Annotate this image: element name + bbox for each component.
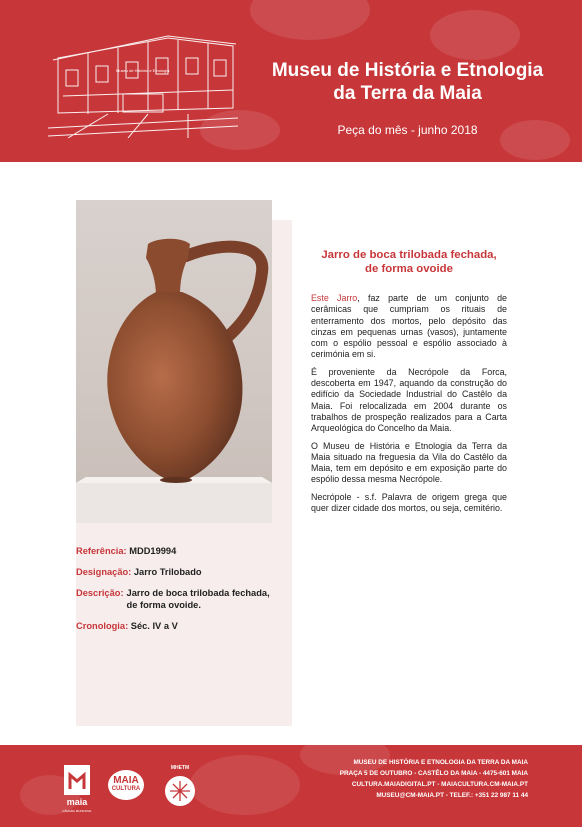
footer-line-1: MUSEU DE HISTÓRIA E ETNOLOGIA DA TERRA DA MAIA — [353, 759, 528, 766]
article-paragraph-4: Necrópole - s.f. Palavra de origem grega que quer dizer cidade dos mortos, ou seja, cemitério. — [311, 491, 507, 514]
chronology-row — [76, 620, 292, 632]
article-paragraph-3: O Museu de História e Etnologia da Terra da Maia situado na freguesia da Vila do Castêlo da Maia, tem em depósito e em exposição parte do espólio dessa mesma Necrópole. — [311, 440, 507, 485]
footer-contact-info — [340, 757, 528, 801]
maia-logo — [58, 763, 96, 815]
museum-building-sketch — [48, 18, 238, 138]
paint-splash — [430, 10, 520, 60]
jar-photo — [76, 200, 272, 523]
piece-metadata — [76, 545, 292, 641]
jar-illustration — [76, 200, 272, 523]
title-line-1: Museu de História e Etnologia — [271, 60, 544, 81]
mhetm-emblem-icon — [160, 773, 200, 809]
reference-label: Referência: — [76, 546, 127, 556]
description-label: Descrição: — [76, 588, 124, 598]
mhetm-logo-text: MHETM — [170, 765, 190, 771]
designation-value: Jarro Trilobado — [133, 567, 202, 577]
designation-label: Designação: — [76, 567, 132, 577]
description-row — [76, 587, 292, 611]
page-title — [240, 59, 575, 105]
maia-logo-subtext: CÂMARA MUNICIPAL — [62, 809, 92, 813]
paint-splash — [190, 755, 300, 815]
footer-line-4: MUSEU@CM-MAIA.PT - TELEF.: +351 22 987 11 44 — [376, 792, 528, 799]
chronology-label: Cronologia: — [76, 621, 129, 631]
chronology-value: Séc. IV a V — [130, 621, 178, 631]
footer-banner — [0, 745, 582, 827]
maia-emblem-icon — [58, 763, 96, 797]
paint-splash — [250, 0, 370, 40]
maia-cultura-line-1: MAIA — [113, 775, 139, 786]
page-subtitle: Peça do mês - junho 2018 — [337, 123, 478, 137]
maia-cultura-logo — [108, 770, 144, 800]
article-lead: Este Jarro — [311, 293, 358, 303]
article-paragraph-2: É proveniente da Necrópole da Forca, descoberta em 1947, aquando da construção do edifício da Sociedade Industrial do Castêlo da Maia. Foi relocalizada em 2004 durante os trabalhos de prospeção realizados para a Carta Arqueológica do Concelho da Maia. — [311, 366, 507, 434]
reference-value: MDD19994 — [129, 546, 177, 556]
building-sign-text: Museu de História e Etnologia — [116, 68, 170, 73]
description-value-line-1: Jarro de boca trilobada fechada, — [126, 588, 270, 598]
header-banner — [0, 0, 582, 162]
designation-row — [76, 566, 292, 578]
mhetm-logo — [160, 765, 200, 809]
article-paragraph-1-text: , faz parte de um conjunto de cerâmicas que cumpriam os rituais de enterramento dos mortos, pelo depósito das cinzas em pequenas urnas (vasos), juntamente com o espólio pessoal e espólio associado à cerimónia em si. — [311, 293, 507, 360]
maia-logo-text: maia — [66, 797, 88, 807]
description-value-line-2: de forma ovoide. — [126, 600, 201, 610]
footer-line-3: CULTURA.MAIADIGITAL.PT - MAIACULTURA.CM-MAIA.PT — [351, 781, 528, 788]
article-body — [311, 249, 507, 520]
article-title-line-2: de forma ovoide — [365, 262, 453, 275]
reference-row — [76, 545, 292, 557]
title-line-2: da Terra da Maia — [333, 83, 482, 104]
article-title-line-1: Jarro de boca trilobada fechada, — [321, 249, 497, 261]
footer-line-2: PRAÇA 5 DE OUTUBRO - CASTÊLO DA MAIA - 4475-601 MAIA — [339, 770, 528, 777]
maia-cultura-line-2: CULTURA — [111, 786, 141, 792]
article-title — [311, 249, 507, 276]
article-paragraph-1 — [311, 293, 507, 361]
